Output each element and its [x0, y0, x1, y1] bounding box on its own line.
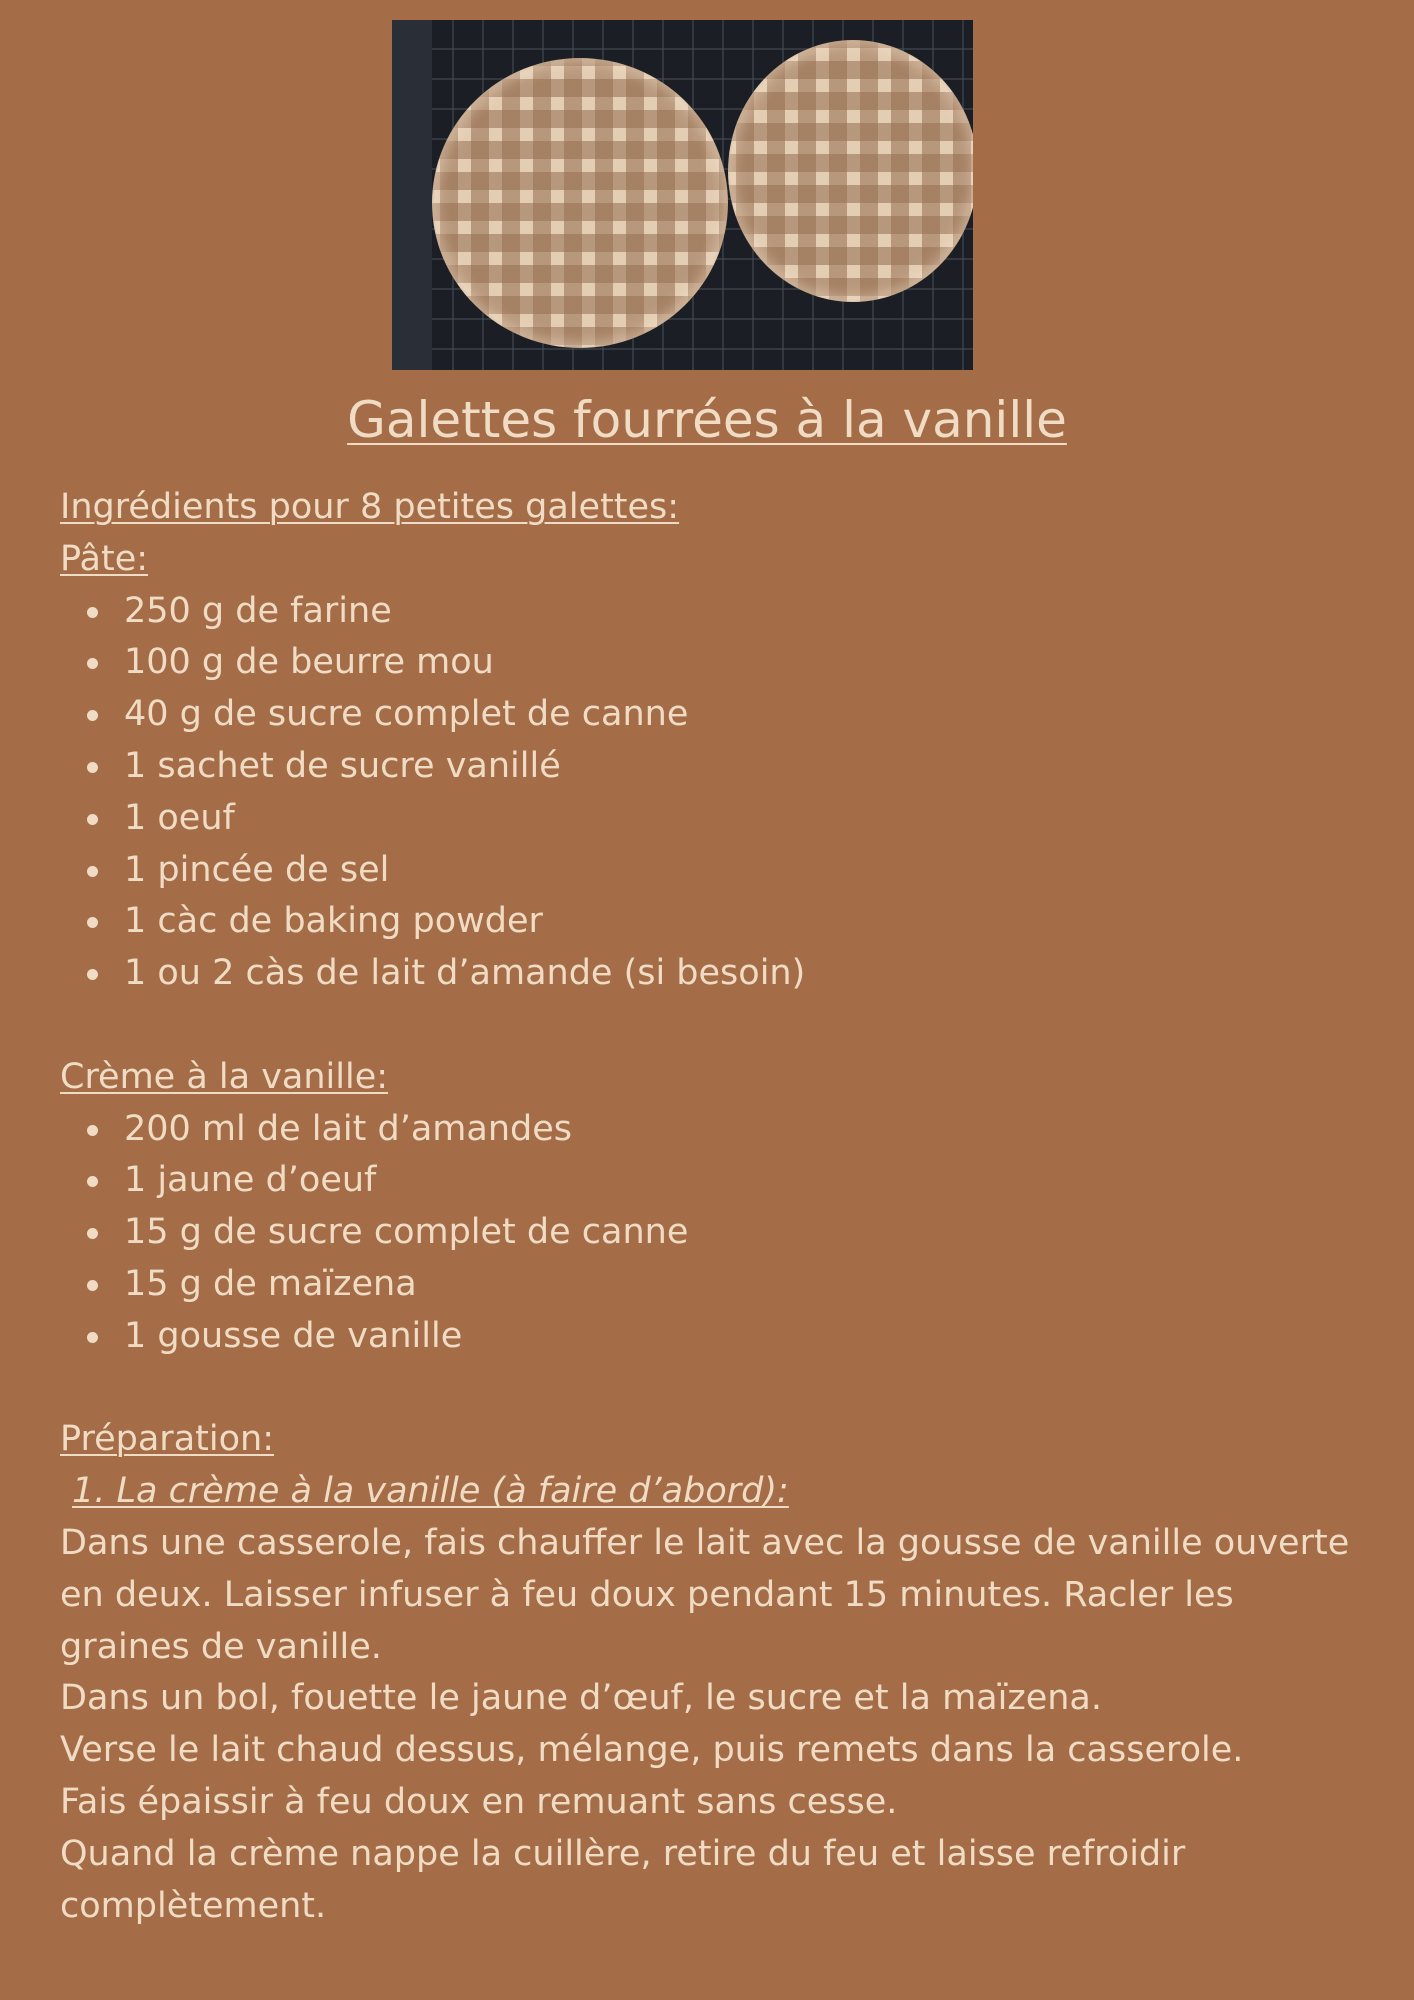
waffle-iron-edge — [392, 20, 432, 370]
pate-ingredient-list — [60, 586, 1360, 1000]
creme-heading: Crème à la vanille: — [60, 1056, 389, 1097]
list-item: 1 càc de baking powder — [60, 896, 1360, 948]
creme-ingredient-list — [60, 1104, 1360, 1363]
preparation-paragraph: Fais épaissir à feu doux en remuant sans cesse. — [60, 1781, 898, 1822]
waffle-cookie-left — [432, 58, 728, 348]
waffle-cookies-photo — [392, 20, 973, 370]
recipe-title: Galettes fourrées à la vanille — [347, 391, 1067, 449]
list-item: 15 g de sucre complet de canne — [60, 1207, 1360, 1259]
preparation-heading: Préparation: — [60, 1419, 274, 1460]
spacer — [60, 1363, 1360, 1415]
list-item: 200 ml de lait d’amandes — [60, 1104, 1360, 1156]
list-item: 40 g de sucre complet de canne — [60, 689, 1360, 741]
list-item: 1 jaune d’oeuf — [60, 1155, 1360, 1207]
list-item: 250 g de farine — [60, 586, 1360, 638]
list-item: 1 oeuf — [60, 793, 1360, 845]
waffle-cookie-right — [728, 40, 973, 302]
list-item: 100 g de beurre mou — [60, 637, 1360, 689]
recipe-content — [60, 482, 1360, 1932]
list-item: 1 gousse de vanille — [60, 1311, 1360, 1363]
preparation-paragraph: Quand la crème nappe la cuillère, retire du feu et laisse refroidir complètement. — [60, 1833, 1186, 1926]
list-item: 1 sachet de sucre vanillé — [60, 741, 1360, 793]
preparation-paragraph: Dans une casserole, fais chauffer le lait avec la gousse de vanille ouverte en deux. Laisser infuser à feu doux pendant 15 minutes. Racler les graines de vanille. — [60, 1522, 1350, 1667]
list-item: 1 ou 2 càs de lait d’amande (si besoin) — [60, 948, 1360, 1000]
list-item: 1 pincée de sel — [60, 845, 1360, 897]
preparation-paragraph: Dans un bol, fouette le jaune d’œuf, le sucre et la maïzena. — [60, 1678, 1103, 1719]
list-item: 15 g de maïzena — [60, 1259, 1360, 1311]
preparation-paragraph: Verse le lait chaud dessus, mélange, puis remets dans la casserole. — [60, 1730, 1244, 1771]
pate-heading: Pâte: — [60, 538, 149, 579]
spacer — [60, 1000, 1360, 1052]
step-1-heading: 1. La crème à la vanille (à faire d’abord): — [72, 1471, 789, 1512]
ingredients-heading: Ingrédients pour 8 petites galettes: — [60, 487, 680, 527]
